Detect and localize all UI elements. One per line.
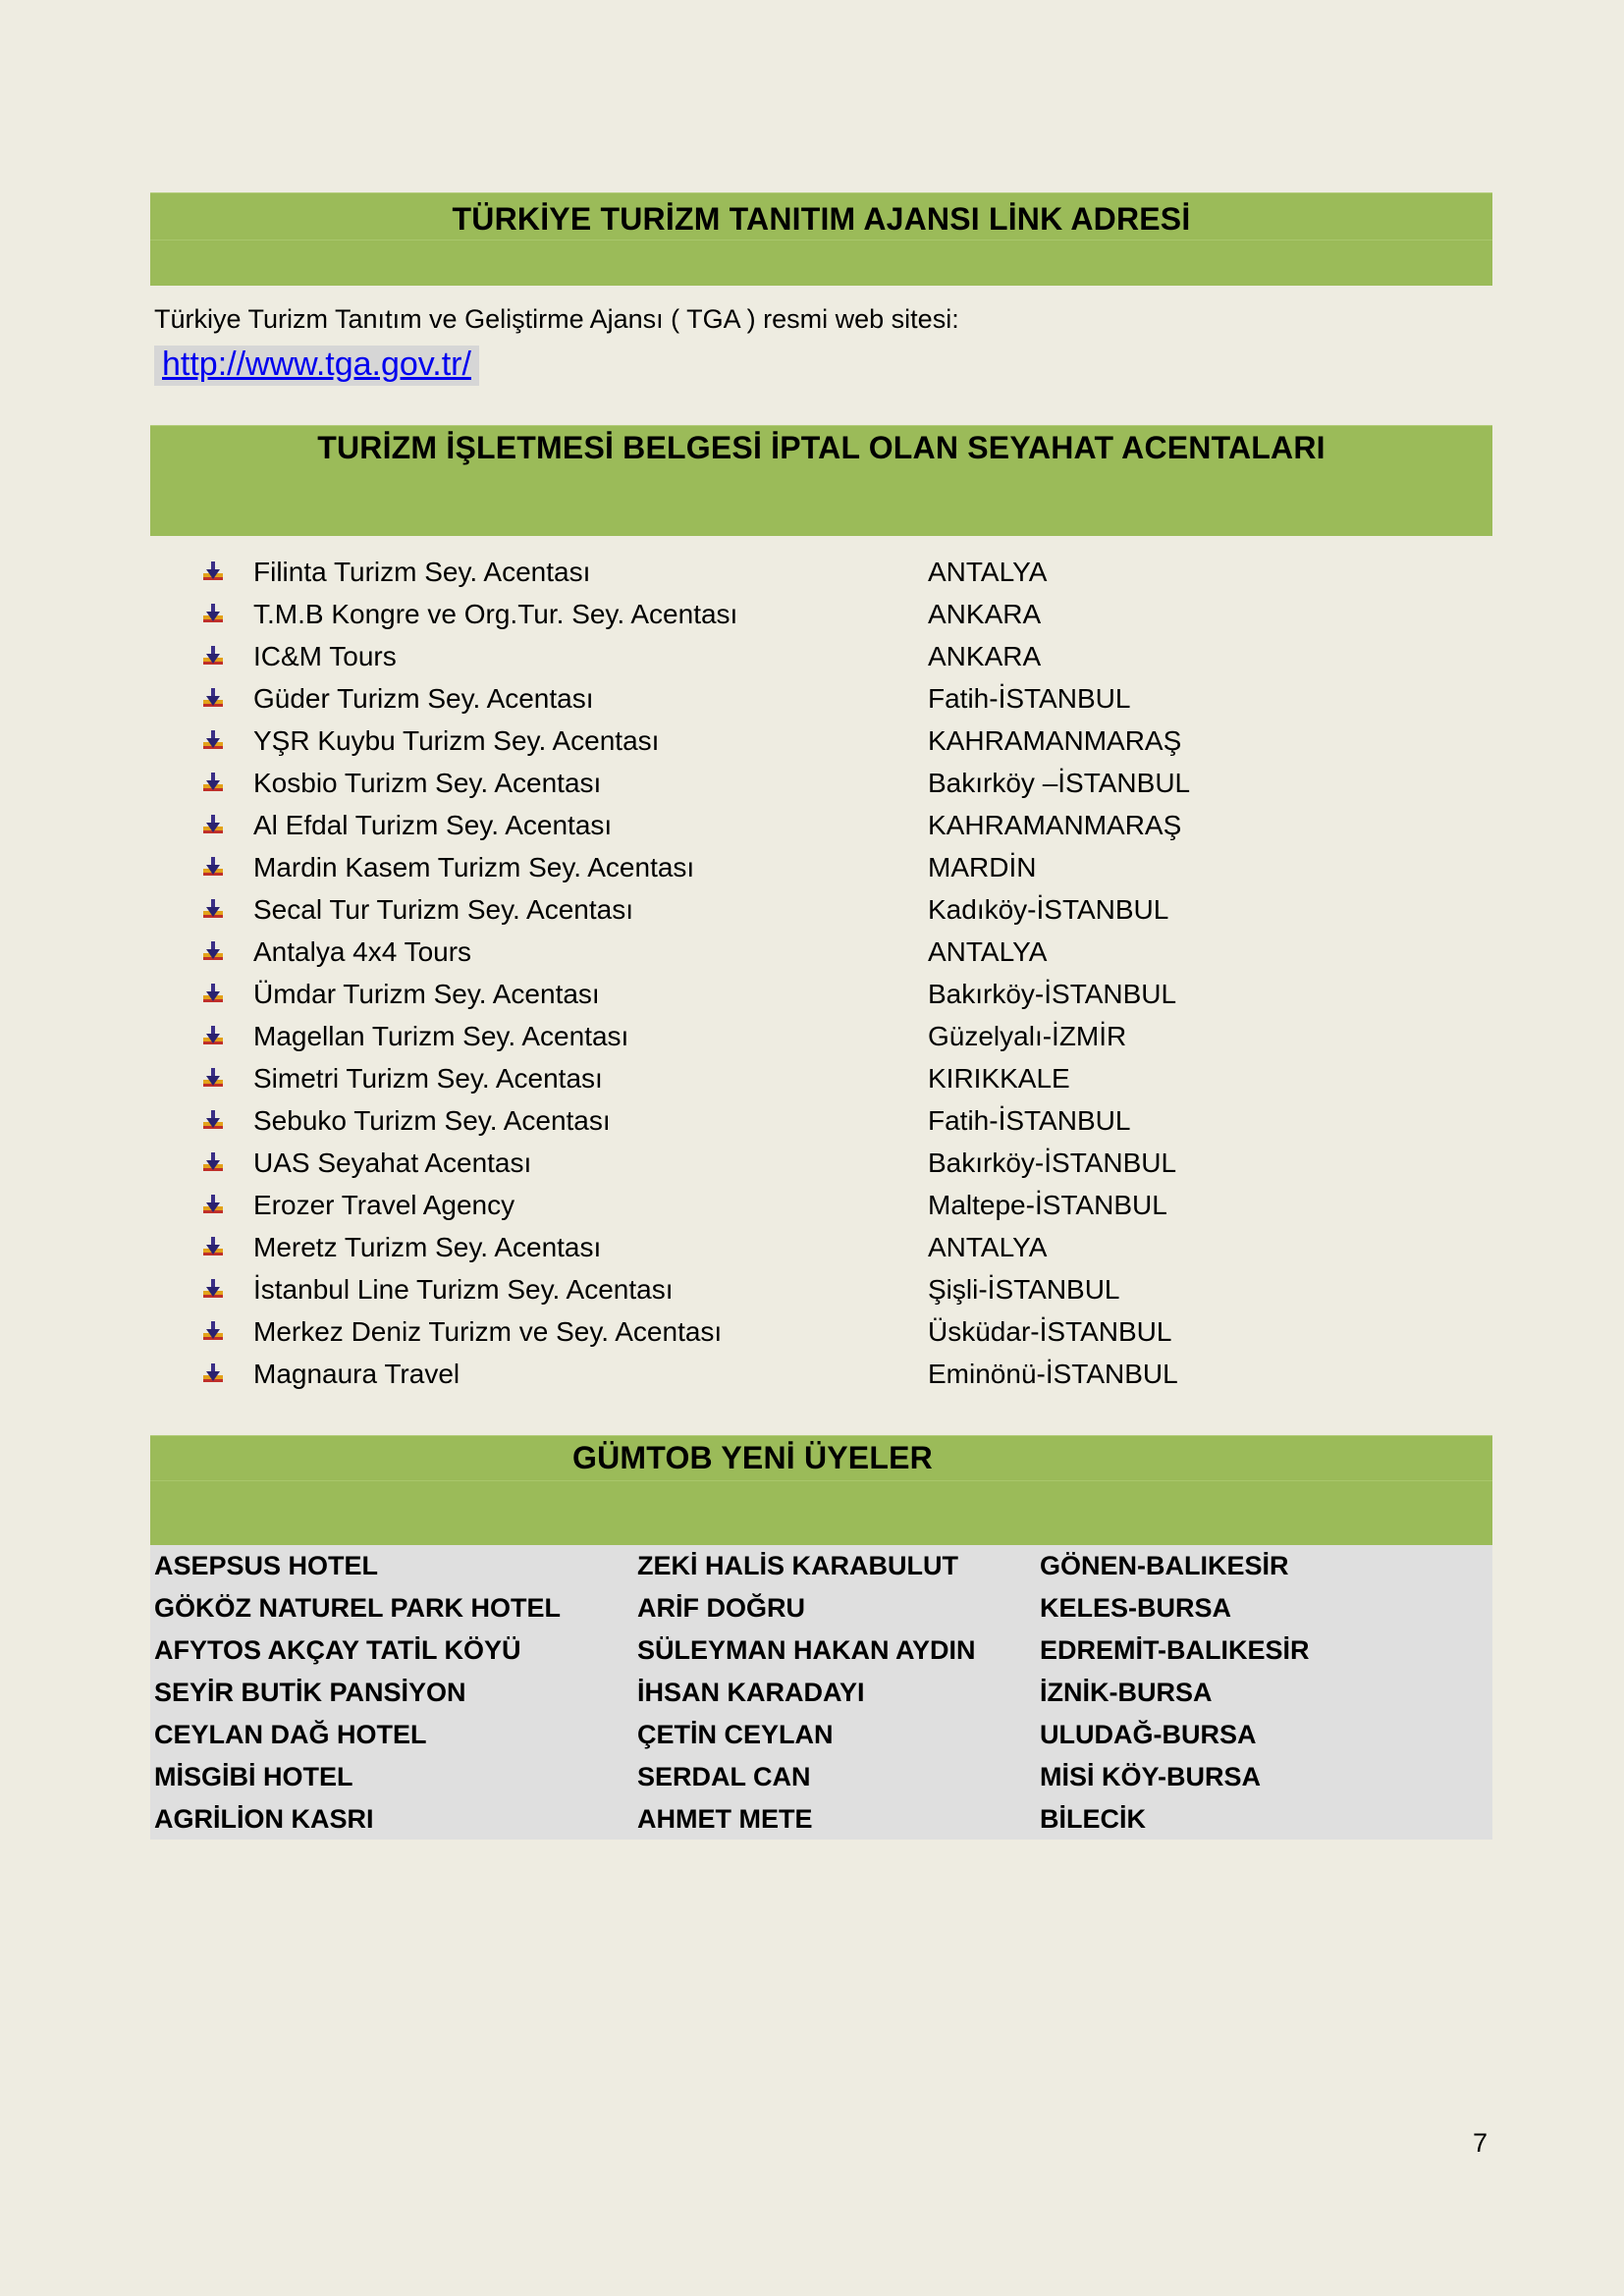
agency-row (201, 762, 1281, 804)
tga-link-highlight (154, 346, 479, 386)
member-row (150, 1798, 1492, 1841)
arrow-bullet-icon (201, 687, 225, 711)
agency-city: Şişli-İSTANBUL (928, 1274, 1120, 1305)
arrow-bullet-icon (201, 603, 225, 626)
member-owner: SERDAL CAN (637, 1762, 811, 1791)
arrow-bullet-icon (201, 561, 225, 584)
agency-city: Fatih-İSTANBUL (928, 1105, 1131, 1136)
agency-name: Güder Turizm Sey. Acentası (253, 683, 594, 714)
agency-city: Bakırköy –İSTANBUL (928, 768, 1191, 798)
tga-website-link[interactable]: http://www.tga.gov.tr/ (162, 346, 471, 383)
agency-row (201, 888, 1281, 931)
agency-name: Merkez Deniz Turizm ve Sey. Acentası (253, 1316, 723, 1347)
agency-name: UAS Seyahat Acentası (253, 1148, 532, 1178)
arrow-bullet-icon (201, 983, 225, 1006)
member-owner: AHMET METE (637, 1804, 813, 1834)
agency-row (201, 1015, 1281, 1057)
member-row (150, 1756, 1492, 1798)
agency-name: IC&M Tours (253, 641, 397, 671)
member-row (150, 1629, 1492, 1672)
agency-row (201, 677, 1281, 720)
agency-city: ANTALYA (928, 936, 1048, 967)
member-location: İZNİK-BURSA (1040, 1678, 1213, 1707)
agency-city: Kadıköy-İSTANBUL (928, 894, 1169, 925)
agency-name: Mardin Kasem Turizm Sey. Acentası (253, 852, 695, 882)
member-location: GÖNEN-BALIKESİR (1040, 1551, 1289, 1580)
agency-name: Meretz Turizm Sey. Acentası (253, 1232, 602, 1262)
agency-city: ANKARA (928, 641, 1042, 671)
member-owner: ZEKİ HALİS KARABULUT (637, 1551, 958, 1580)
arrow-bullet-icon (201, 729, 225, 753)
agency-row (201, 1057, 1281, 1099)
agency-row (201, 593, 1281, 635)
agency-row (201, 551, 1281, 593)
member-row (150, 1672, 1492, 1714)
agency-row (201, 1353, 1281, 1395)
tga-intro-text: Türkiye Turizm Tanıtım ve Geliştirme Ajansı ( TGA ) resmi web sitesi: (154, 304, 959, 334)
arrow-bullet-icon (201, 814, 225, 837)
gumtob-members-table (150, 1545, 1492, 1840)
agency-name: Magellan Turizm Sey. Acentası (253, 1021, 629, 1051)
agency-city: MARDİN (928, 852, 1037, 882)
cancelled-agencies-banner (150, 425, 1492, 536)
agency-city: Fatih-İSTANBUL (928, 683, 1131, 714)
member-owner: ÇETİN CEYLAN (637, 1720, 834, 1749)
agency-city: KAHRAMANMARAŞ (928, 810, 1182, 840)
member-hotel: ASEPSUS HOTEL (154, 1551, 379, 1580)
tga-section-title: TÜRKİYE TURİZM TANITIM AJANSI LİNK ADRESİ (452, 201, 1191, 237)
member-row (150, 1545, 1492, 1587)
agency-name: Antalya 4x4 Tours (253, 936, 472, 967)
banner-divider (150, 1480, 1492, 1481)
arrow-bullet-icon (201, 1194, 225, 1217)
agency-city: Bakırköy-İSTANBUL (928, 979, 1177, 1009)
agency-row (201, 1226, 1281, 1268)
agency-city: KAHRAMANMARAŞ (928, 725, 1182, 756)
agency-name: Ümdar Turizm Sey. Acentası (253, 979, 600, 1009)
member-location: BİLECİK (1040, 1804, 1146, 1834)
arrow-bullet-icon (201, 1067, 225, 1091)
tga-link-banner (150, 192, 1492, 286)
agency-city: Üsküdar-İSTANBUL (928, 1316, 1172, 1347)
member-row (150, 1714, 1492, 1756)
agency-row (201, 804, 1281, 846)
agency-row (201, 1099, 1281, 1142)
member-owner: İHSAN KARADAYI (637, 1678, 865, 1707)
agency-name: Kosbio Turizm Sey. Acentası (253, 768, 602, 798)
member-hotel: AGRİLİON KASRI (154, 1804, 374, 1834)
agency-name: İstanbul Line Turizm Sey. Acentası (253, 1274, 674, 1305)
agency-row (201, 1310, 1281, 1353)
agency-name: T.M.B Kongre ve Org.Tur. Sey. Acentası (253, 599, 738, 629)
arrow-bullet-icon (201, 772, 225, 795)
member-location: MİSİ KÖY-BURSA (1040, 1762, 1262, 1791)
arrow-bullet-icon (201, 940, 225, 964)
agency-row (201, 1268, 1281, 1310)
member-hotel: AFYTOS AKÇAY TATİL KÖYÜ (154, 1635, 521, 1665)
agency-city: Bakırköy-İSTANBUL (928, 1148, 1177, 1178)
member-owner: SÜLEYMAN HAKAN AYDIN (637, 1635, 976, 1665)
member-row (150, 1587, 1492, 1629)
page-number: 7 (1473, 2128, 1489, 2158)
agency-city: ANTALYA (928, 557, 1048, 587)
arrow-bullet-icon (201, 1320, 225, 1344)
member-hotel: SEYİR BUTİK PANSİYON (154, 1678, 466, 1707)
agency-city: ANTALYA (928, 1232, 1048, 1262)
arrow-bullet-icon (201, 1151, 225, 1175)
agency-name: YŞR Kuybu Turizm Sey. Acentası (253, 725, 660, 756)
member-hotel: MİSGİBİ HOTEL (154, 1762, 353, 1791)
agency-city: Eminönü-İSTANBUL (928, 1359, 1178, 1389)
agency-row (201, 1184, 1281, 1226)
agency-name: Secal Tur Turizm Sey. Acentası (253, 894, 633, 925)
agency-city: KIRIKKALE (928, 1063, 1070, 1094)
arrow-bullet-icon (201, 1362, 225, 1386)
cancelled-agencies-title: TURİZM İŞLETMESİ BELGESİ İPTAL OLAN SEYAHAT ACENTALARI (317, 430, 1326, 465)
arrow-bullet-icon (201, 1109, 225, 1133)
arrow-bullet-icon (201, 1025, 225, 1048)
agency-name: Simetri Turizm Sey. Acentası (253, 1063, 603, 1094)
agency-row (201, 931, 1281, 973)
agency-city: Maltepe-İSTANBUL (928, 1190, 1167, 1220)
cancelled-agency-list (201, 551, 1281, 1395)
member-location: KELES-BURSA (1040, 1593, 1232, 1623)
member-location: ULUDAĞ-BURSA (1040, 1720, 1257, 1749)
agency-name: Sebuko Turizm Sey. Acentası (253, 1105, 611, 1136)
agency-row (201, 720, 1281, 762)
gumtob-title: GÜMTOB YENİ ÜYELER (572, 1440, 933, 1475)
member-owner: ARİF DOĞRU (637, 1593, 805, 1623)
gumtob-banner (150, 1435, 1492, 1546)
agency-city: ANKARA (928, 599, 1042, 629)
agency-name: Magnaura Travel (253, 1359, 460, 1389)
arrow-bullet-icon (201, 645, 225, 668)
agency-name: Al Efdal Turizm Sey. Acentası (253, 810, 613, 840)
arrow-bullet-icon (201, 1278, 225, 1302)
arrow-bullet-icon (201, 856, 225, 880)
arrow-bullet-icon (201, 1236, 225, 1259)
agency-row (201, 973, 1281, 1015)
member-hotel: GÖKÖZ NATUREL PARK HOTEL (154, 1593, 561, 1623)
agency-name: Erozer Travel Agency (253, 1190, 515, 1220)
arrow-bullet-icon (201, 898, 225, 922)
agency-row (201, 1142, 1281, 1184)
member-hotel: CEYLAN DAĞ HOTEL (154, 1720, 427, 1749)
agency-row (201, 846, 1281, 888)
agency-city: Güzelyalı-İZMİR (928, 1021, 1127, 1051)
agency-name: Filinta Turizm Sey. Acentası (253, 557, 591, 587)
member-location: EDREMİT-BALIKESİR (1040, 1635, 1310, 1665)
agency-row (201, 635, 1281, 677)
